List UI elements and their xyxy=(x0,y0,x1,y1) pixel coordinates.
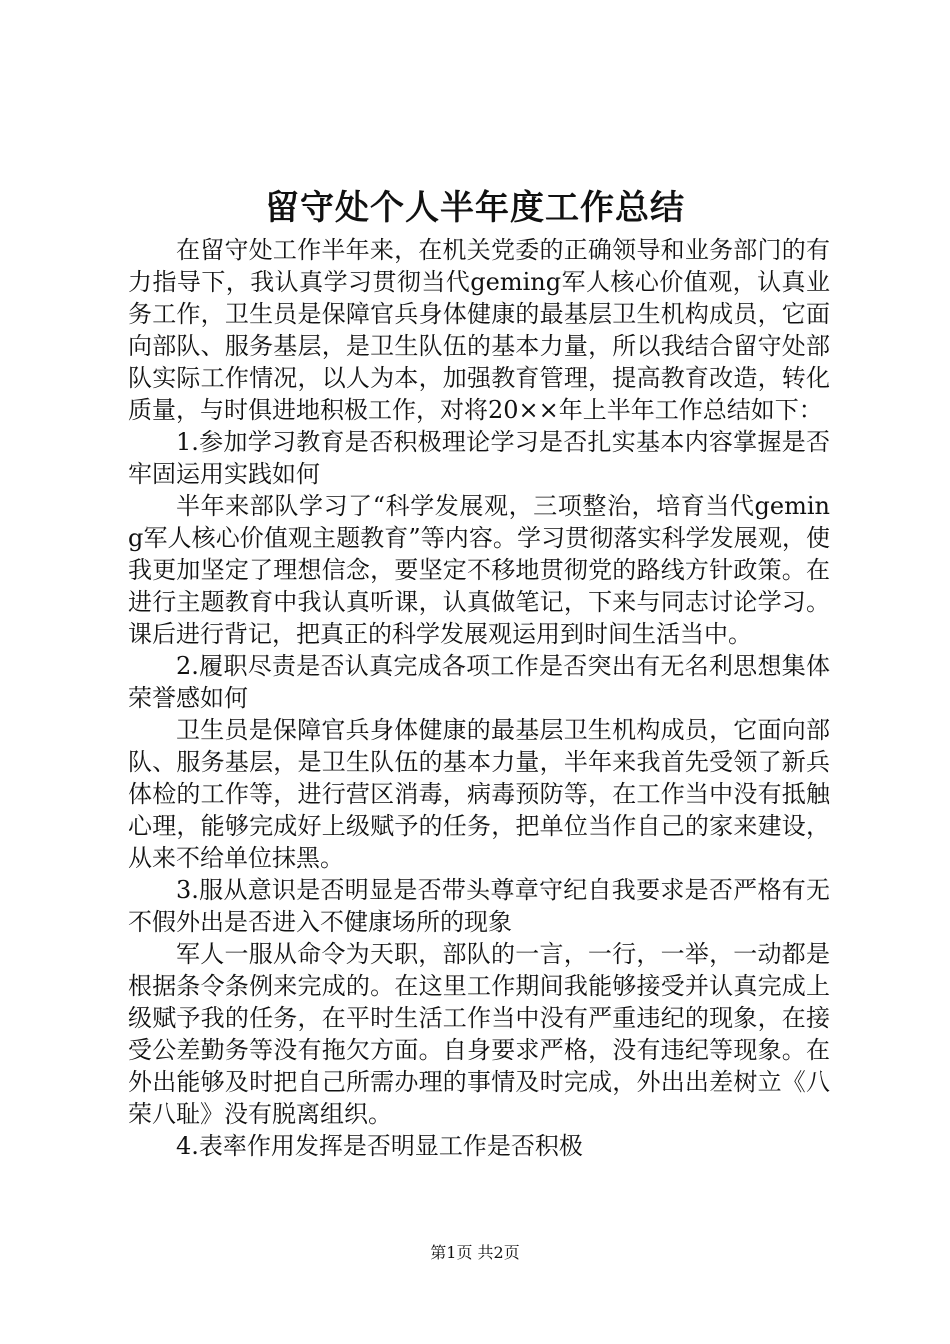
section-4-heading: 4.表率作用发挥是否明显工作是否积极 xyxy=(176,1132,583,1160)
section-2-paragraph: 卫生员是保障官兵身体健康的最基层卫生机构成员，它面向部队、服务基层，是卫生队伍的基本力量，半年来我首先受领了新兵体检的工作等，进行营区消毒，病毒预防等，在工作当中没有抵触心理，能够完成好上级赋予的任务，把单位当作自己的家来建设，从来不给单位抹黑。 xyxy=(128,716,830,872)
section-3-paragraph: 军人一服从命令为天职，部队的一言，一行，一举，一动都是根据条令条例来完成的。在这里工作期间我能够接受并认真完成上级赋予我的任务，在平时生活工作当中没有严重违纪的现象，在接受公差勤务等没有拖欠方面。自身要求严格，没有违纪等现象。在外出能够及时把自己所需办理的事情及时完成，外出出差树立《八荣八耻》没有脱离组织。 xyxy=(128,940,830,1128)
section-3-heading: 3.服从意识是否明显是否带头尊章守纪自我要求是否严格有无不假外出是否进入不健康场所的现象 xyxy=(128,876,830,936)
document-title: 留守处个人半年度工作总结 xyxy=(265,188,685,228)
section-1-paragraph: 半年来部队学习了“科学发展观，三项整治，培育当代geming军人核心价值观主题教育”等内容。学习贯彻落实科学发展观，使我更加坚定了理想信念，要坚定不移地贯彻党的路线方针政策。在进行主题教育中我认真听课，认真做笔记，下来与同志讨论学习。课后进行背记，把真正的科学发展观运用到时间生活当中。 xyxy=(128,492,830,648)
page-footer: 第1页 共2页 xyxy=(430,1243,520,1262)
section-2-heading: 2.履职尽责是否认真完成各项工作是否突出有无名利思想集体荣誉感如何 xyxy=(128,652,830,712)
document-body xyxy=(128,234,830,1162)
intro-paragraph: 在留守处工作半年来，在机关党委的正确领导和业务部门的有力指导下，我认真学习贯彻当代geming军人核心价值观，认真业务工作，卫生员是保障官兵身体健康的最基层卫生机构成员，它面向部队、服务基层，是卫生队伍的基本力量，所以我结合留守处部队实际工作情况，以人为本，加强教育管理，提高教育改造，转化质量，与时俱进地积极工作，对将20××年上半年工作总结如下： xyxy=(128,236,830,424)
section-1-heading: 1.参加学习教育是否积极理论学习是否扎实基本内容掌握是否牢固运用实践如何 xyxy=(128,428,830,488)
